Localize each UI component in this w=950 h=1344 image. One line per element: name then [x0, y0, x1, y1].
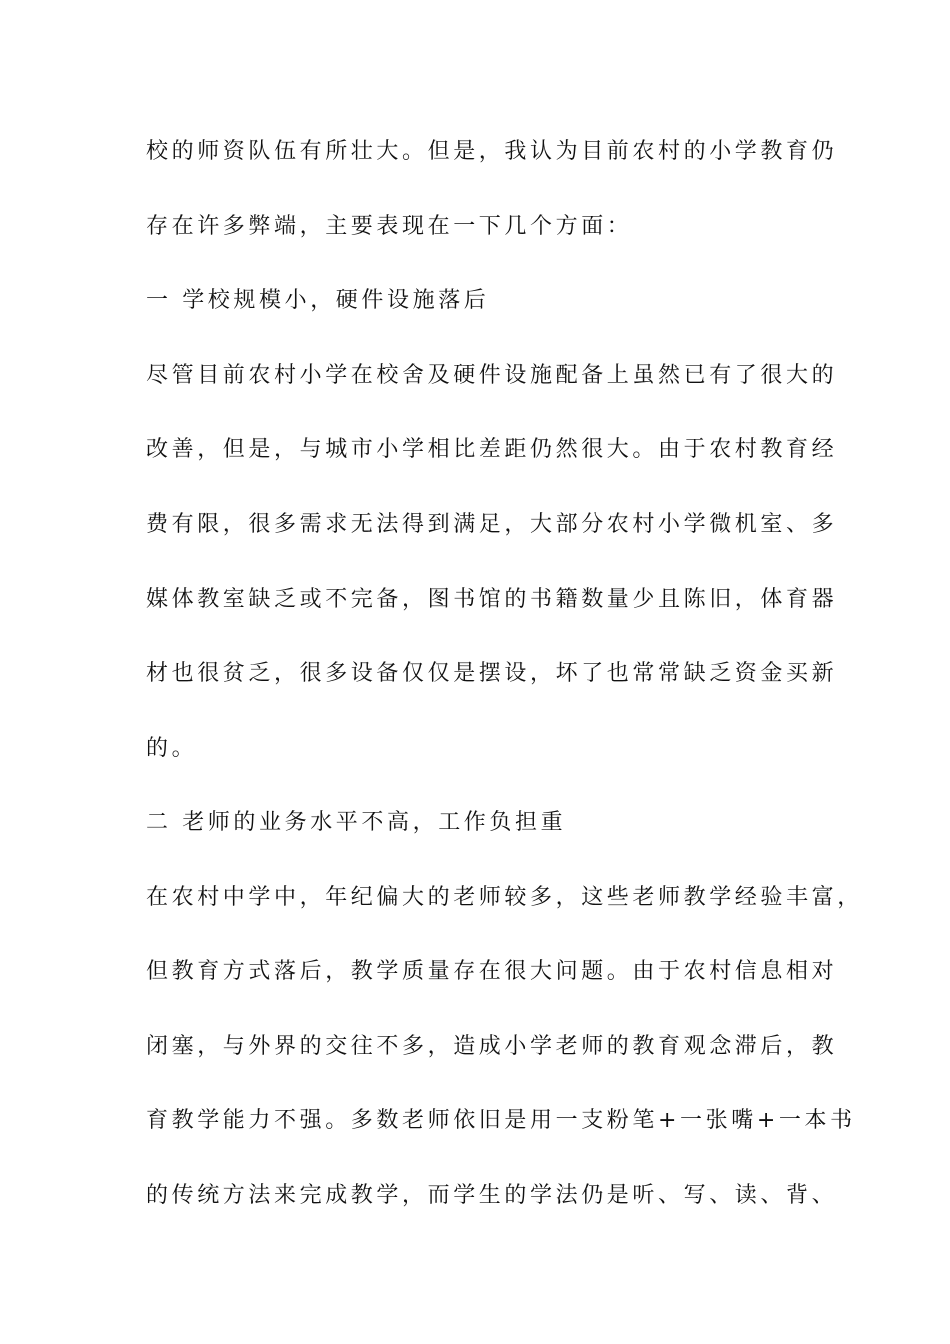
text-line: 闭塞，与外界的交往不多，造成小学老师的教育观念滞后，教: [146, 1034, 838, 1059]
section-heading: 二 老师的业务水平不高，工作负担重: [146, 810, 567, 835]
text-line: 育教学能力不强。多数老师依旧是用一支粉笔+一张嘴+一本书: [146, 1108, 856, 1133]
text-line: 的传统方法来完成教学，而学生的学法仍是听、写、读、背、: [146, 1183, 838, 1208]
text-line: 在农村中学中，年纪偏大的老师较多，这些老师教学经验丰富，: [146, 885, 863, 910]
text-line: 存在许多弊端，主要表现在一下几个方面：: [146, 214, 633, 239]
section-heading: 一 学校规模小，硬件设施落后: [146, 288, 490, 313]
text-line: 的。: [146, 736, 198, 761]
text-line: 但教育方式落后，教学质量存在很大问题。由于农村信息相对: [146, 959, 838, 984]
text-line: 改善，但是，与城市小学相比差距仍然很大。由于农村教育经: [146, 437, 838, 462]
text-line: 费有限，很多需求无法得到满足，大部分农村小学微机室、多: [146, 512, 838, 537]
text-line: 校的师资队伍有所壮大。但是，我认为目前农村的小学教育仍: [146, 139, 838, 164]
text-line: 媒体教室缺乏或不完备，图书馆的书籍数量少且陈旧，体育器: [146, 587, 838, 612]
text-line: 材也很贫乏，很多设备仅仅是摆设，坏了也常常缺乏资金买新: [146, 661, 838, 686]
text-line: 尽管目前农村小学在校舍及硬件设施配备上虽然已有了很大的: [146, 363, 838, 388]
